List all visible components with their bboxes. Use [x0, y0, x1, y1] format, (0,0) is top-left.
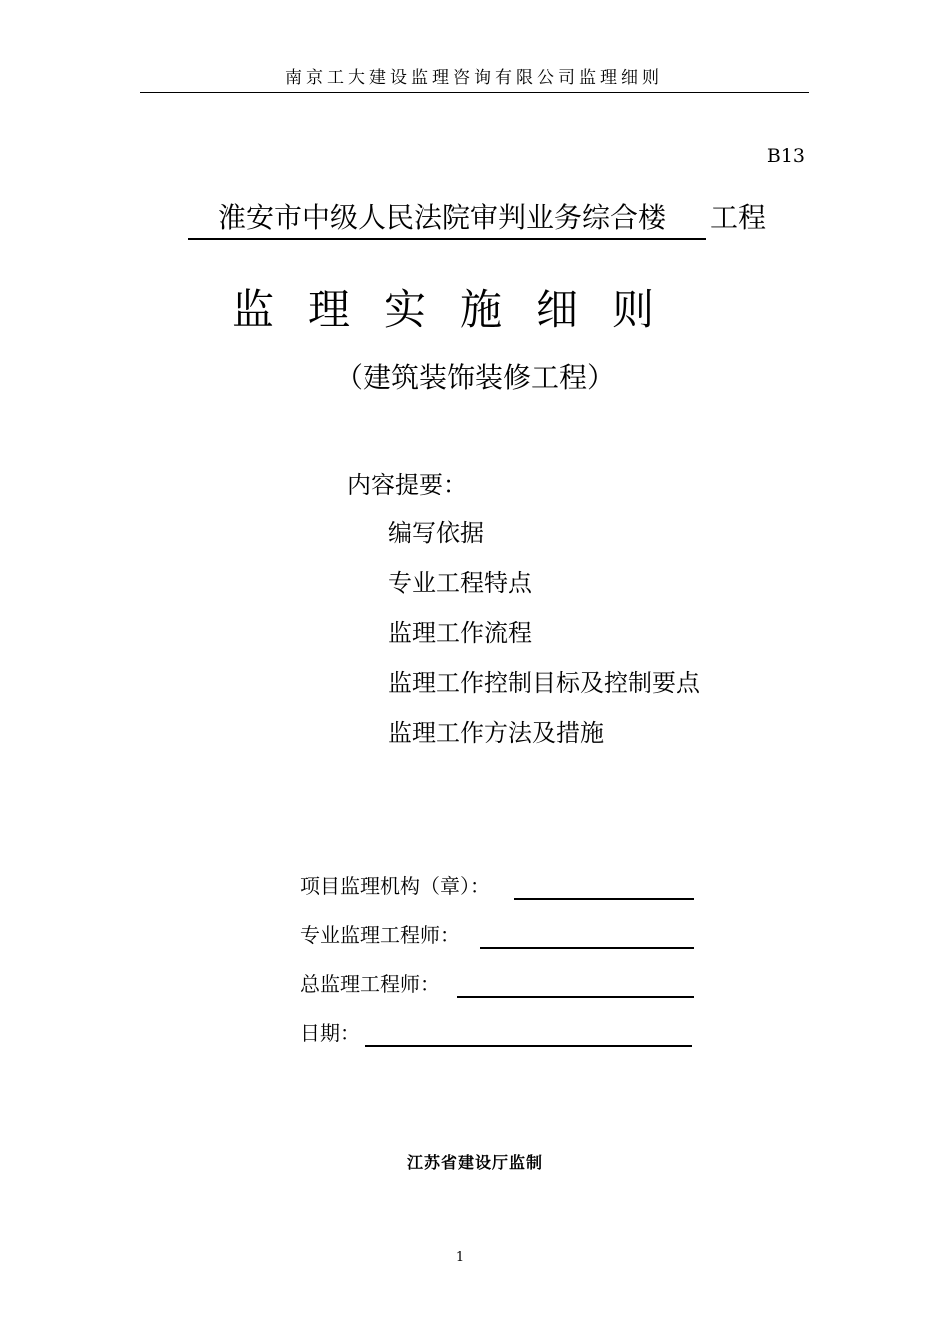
signature-label: 日期： [300, 1021, 360, 1045]
signature-label: 项目监理机构（章）： [300, 874, 490, 898]
contents-item: 监理工作控制目标及控制要点 [388, 669, 700, 697]
form-code: B13 [766, 145, 805, 167]
document-title: 监理实施细则 [231, 285, 688, 334]
running-header: 南京工大建设监理咨询有限公司监理细则 [285, 68, 663, 88]
signature-label: 专业监理工程师： [300, 923, 460, 947]
document-subtitle: （建筑装饰装修工程） [334, 361, 615, 394]
signature-field-date[interactable] [365, 1045, 692, 1047]
contents-list [388, 518, 700, 768]
contents-item: 监理工作方法及措施 [388, 719, 604, 747]
contents-item: 专业工程特点 [388, 569, 532, 597]
issuer-note: 江苏省建设厅监制 [406, 1153, 543, 1172]
header-rule [140, 92, 809, 93]
contents-item: 监理工作流程 [388, 619, 532, 647]
signature-field-agency[interactable] [514, 898, 694, 900]
signature-field-specialist[interactable] [480, 947, 694, 949]
contents-item: 编写依据 [388, 519, 484, 547]
signature-field-chief[interactable] [457, 996, 694, 998]
project-line [188, 198, 766, 240]
page-number: 1 [455, 1250, 465, 1265]
contents-heading: 内容提要： [347, 471, 467, 499]
project-suffix: 工程 [710, 201, 767, 234]
project-name: 淮安市中级人民法院审判业务综合楼 [188, 198, 706, 240]
signature-label: 总监理工程师： [300, 972, 440, 996]
